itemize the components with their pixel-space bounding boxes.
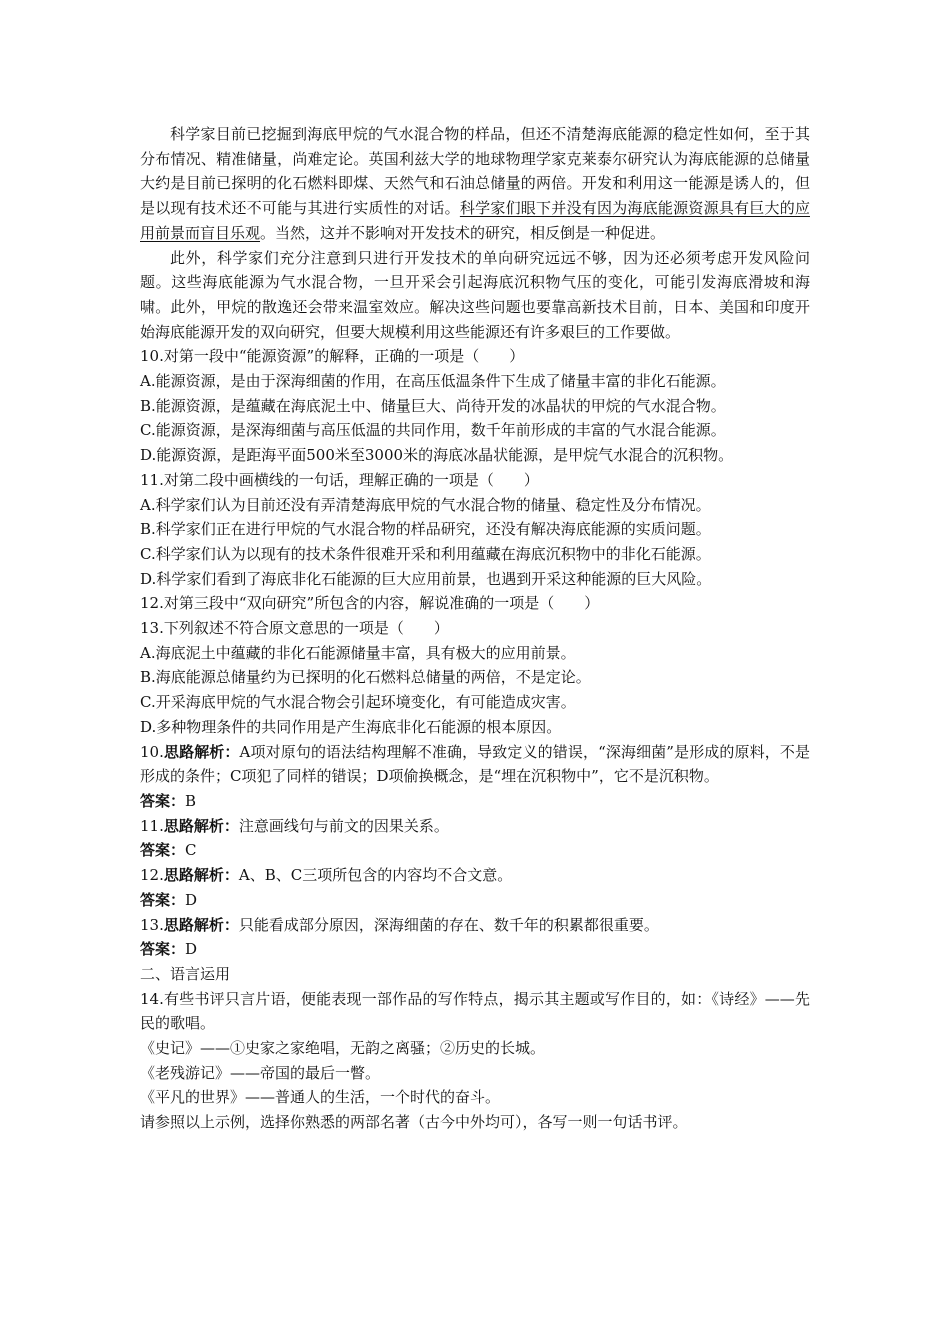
- analysis-number: 11.: [140, 816, 164, 835]
- question-10-option-d: D.能源资源，是距海平面500米至3000米的海底冰晶状能源，是甲烷气水混合的沉积物。: [140, 446, 734, 465]
- example-review-1: 《史记》——①史家之家绝唱，无韵之离骚；②历史的长城。: [140, 1039, 546, 1058]
- question-11-option-c: C.科学家们认为以现有的技术条件很难开采和利用蕴藏在海底沉积物中的非化石能源。: [140, 544, 711, 563]
- passage-paragraph-1: [140, 122, 810, 246]
- analysis-11: [140, 814, 810, 839]
- answer-12: [140, 888, 810, 913]
- document-page: [140, 122, 810, 1135]
- answer-13: [140, 937, 810, 962]
- question-13-option-a: A.海底泥土中蕴藏的非化石能源储量丰富，具有极大的应用前景。: [140, 643, 576, 662]
- answer-value: D: [185, 940, 198, 959]
- question-13-option-d: D.多种物理条件的共同作用是产生海底非化石能源的根本原因。: [140, 717, 562, 736]
- analysis-label: 思路解析：: [163, 742, 240, 761]
- answer-value: C: [185, 841, 197, 860]
- question-11-option-d: D.科学家们看到了海底非化石能源的巨大应用前景，也遇到开采这种能源的巨大风险。: [140, 569, 712, 588]
- answer-label: 答案：: [140, 890, 186, 909]
- question-13-option-b: B.海底能源总储量约为已探明的化石燃料总储量的两倍，不是定论。: [140, 668, 591, 687]
- question-13-option-c: C.开采海底甲烷的气水混合物会引起环境变化，有可能造成灾害。: [140, 693, 576, 712]
- answer-value: D: [185, 890, 198, 909]
- answer-value: B: [185, 791, 197, 810]
- example-review-3: 《平凡的世界》——普通人的生活，一个时代的奋斗。: [140, 1088, 501, 1107]
- answer-label: 答案：: [140, 791, 186, 810]
- passage-paragraph-2: 此外，科学家们充分注意到只进行开发技术的单向研究远远不够，因为还必须考虑开发风险问题。这些海底能源为气水混合物，一旦开采会引起海底沉积物气压的变化，可能引发海底滑坡和海啸。此外，甲烷的散逸还会带来温室效应。解决这些问题也要靠高新技术目前，日本、美国和印度开始海底能源开发的双向研究，但要大规模利用这些能源还有许多艰巨的工作要做。: [140, 248, 810, 341]
- analysis-text: A、B、C三项所包含的内容均不合文意。: [238, 866, 513, 885]
- question-11-stem: 11.对第二段中画横线的一句话，理解正确的一项是（ ）: [140, 470, 539, 489]
- analysis-number: 12.: [140, 866, 164, 885]
- section-2-title: 二、语言运用: [140, 964, 231, 983]
- answer-10: [140, 789, 810, 814]
- question-13-stem: 13.下列叙述不符合原文意思的一项是（ ）: [140, 619, 449, 638]
- question-10-option-c: C.能源资源，是深海细菌与高压低温的共同作用，数千年前形成的丰富的气水混合能源。: [140, 421, 726, 440]
- passage-paragraph-1-text: 科学家目前已挖掘到海底甲烷的气水混合物的样品，但还不清楚海底能源的稳定性如何，至于其分布情况、精准储量，尚难定论。英国利兹大学的地球物理学家克莱泰尔研究认为海底能源的总储量大约是目前已探明的化石燃料即煤、天然气和石油总储量的两倍。开发和利用这一能源是诱人的，但是以现有技术还不可能与其进行实质性的对话。: [140, 125, 810, 218]
- answer-label: 答案：: [140, 841, 186, 860]
- question-14-stem: 14.有些书评只言片语，便能表现一部作品的写作特点，揭示其主题或写作目的，如：《诗经》——先民的歌唱。: [140, 989, 810, 1033]
- question-11-option-b: B.科学家们正在进行甲烷的气水混合物的样品研究，还没有解决海底能源的实质问题。: [140, 520, 711, 539]
- passage-paragraph-1-end: 。当然，这并不影响对开发技术的研究，相反倒是一种促进。: [260, 223, 666, 242]
- analysis-13: [140, 913, 810, 938]
- analysis-number: 13.: [140, 915, 164, 934]
- answer-label: 答案：: [140, 940, 186, 959]
- question-11-option-a: A.科学家们认为目前还没有弄清楚海底甲烷的气水混合物的储量、稳定性及分布情况。: [140, 495, 711, 514]
- question-12-stem: 12.对第三段中“双向研究”所包含的内容，解说准确的一项是（ ）: [140, 594, 600, 613]
- analysis-10: [140, 740, 810, 789]
- analysis-text: A项对原句的语法结构理解不准确，导致定义的错误，“深海细菌”是形成的原料，不是形成的条件；C项犯了同样的错误；D项偷换概念，是“埋在沉积物中”，它不是沉积物。: [140, 742, 810, 786]
- analysis-label: 思路解析：: [163, 816, 239, 835]
- analysis-label: 思路解析：: [163, 915, 239, 934]
- analysis-label: 思路解析：: [163, 866, 239, 885]
- question-14-instruction: 请参照以上示例，选择你熟悉的两部名著（古今中外均可），各写一则一句话书评。: [140, 1113, 688, 1132]
- question-10-stem: 10.对第一段中“能源资源”的解释，正确的一项是（ ）: [140, 347, 525, 366]
- example-review-2: 《老残游记》——帝国的最后一瞥。: [140, 1063, 381, 1082]
- analysis-12: [140, 863, 810, 888]
- answer-11: [140, 838, 810, 863]
- analysis-text: 注意画线句与前文的因果关系。: [238, 816, 449, 835]
- analysis-number: 10.: [140, 742, 164, 761]
- question-10-option-a: A.能源资源，是由于深海细菌的作用，在高压低温条件下生成了储量丰富的非化石能源。: [140, 372, 726, 391]
- analysis-text: 只能看成部分原因，深海细菌的存在、数千年的积累都很重要。: [238, 915, 659, 934]
- question-10-option-b: B.能源资源，是蕴藏在海底泥土中、储量巨大、尚待开发的冰晶状的甲烷的气水混合物。: [140, 396, 726, 415]
- underlined-sentence: 科学家们眼下并没有因为海底能源资源具有巨大的应用前景而盲目乐观: [140, 199, 810, 242]
